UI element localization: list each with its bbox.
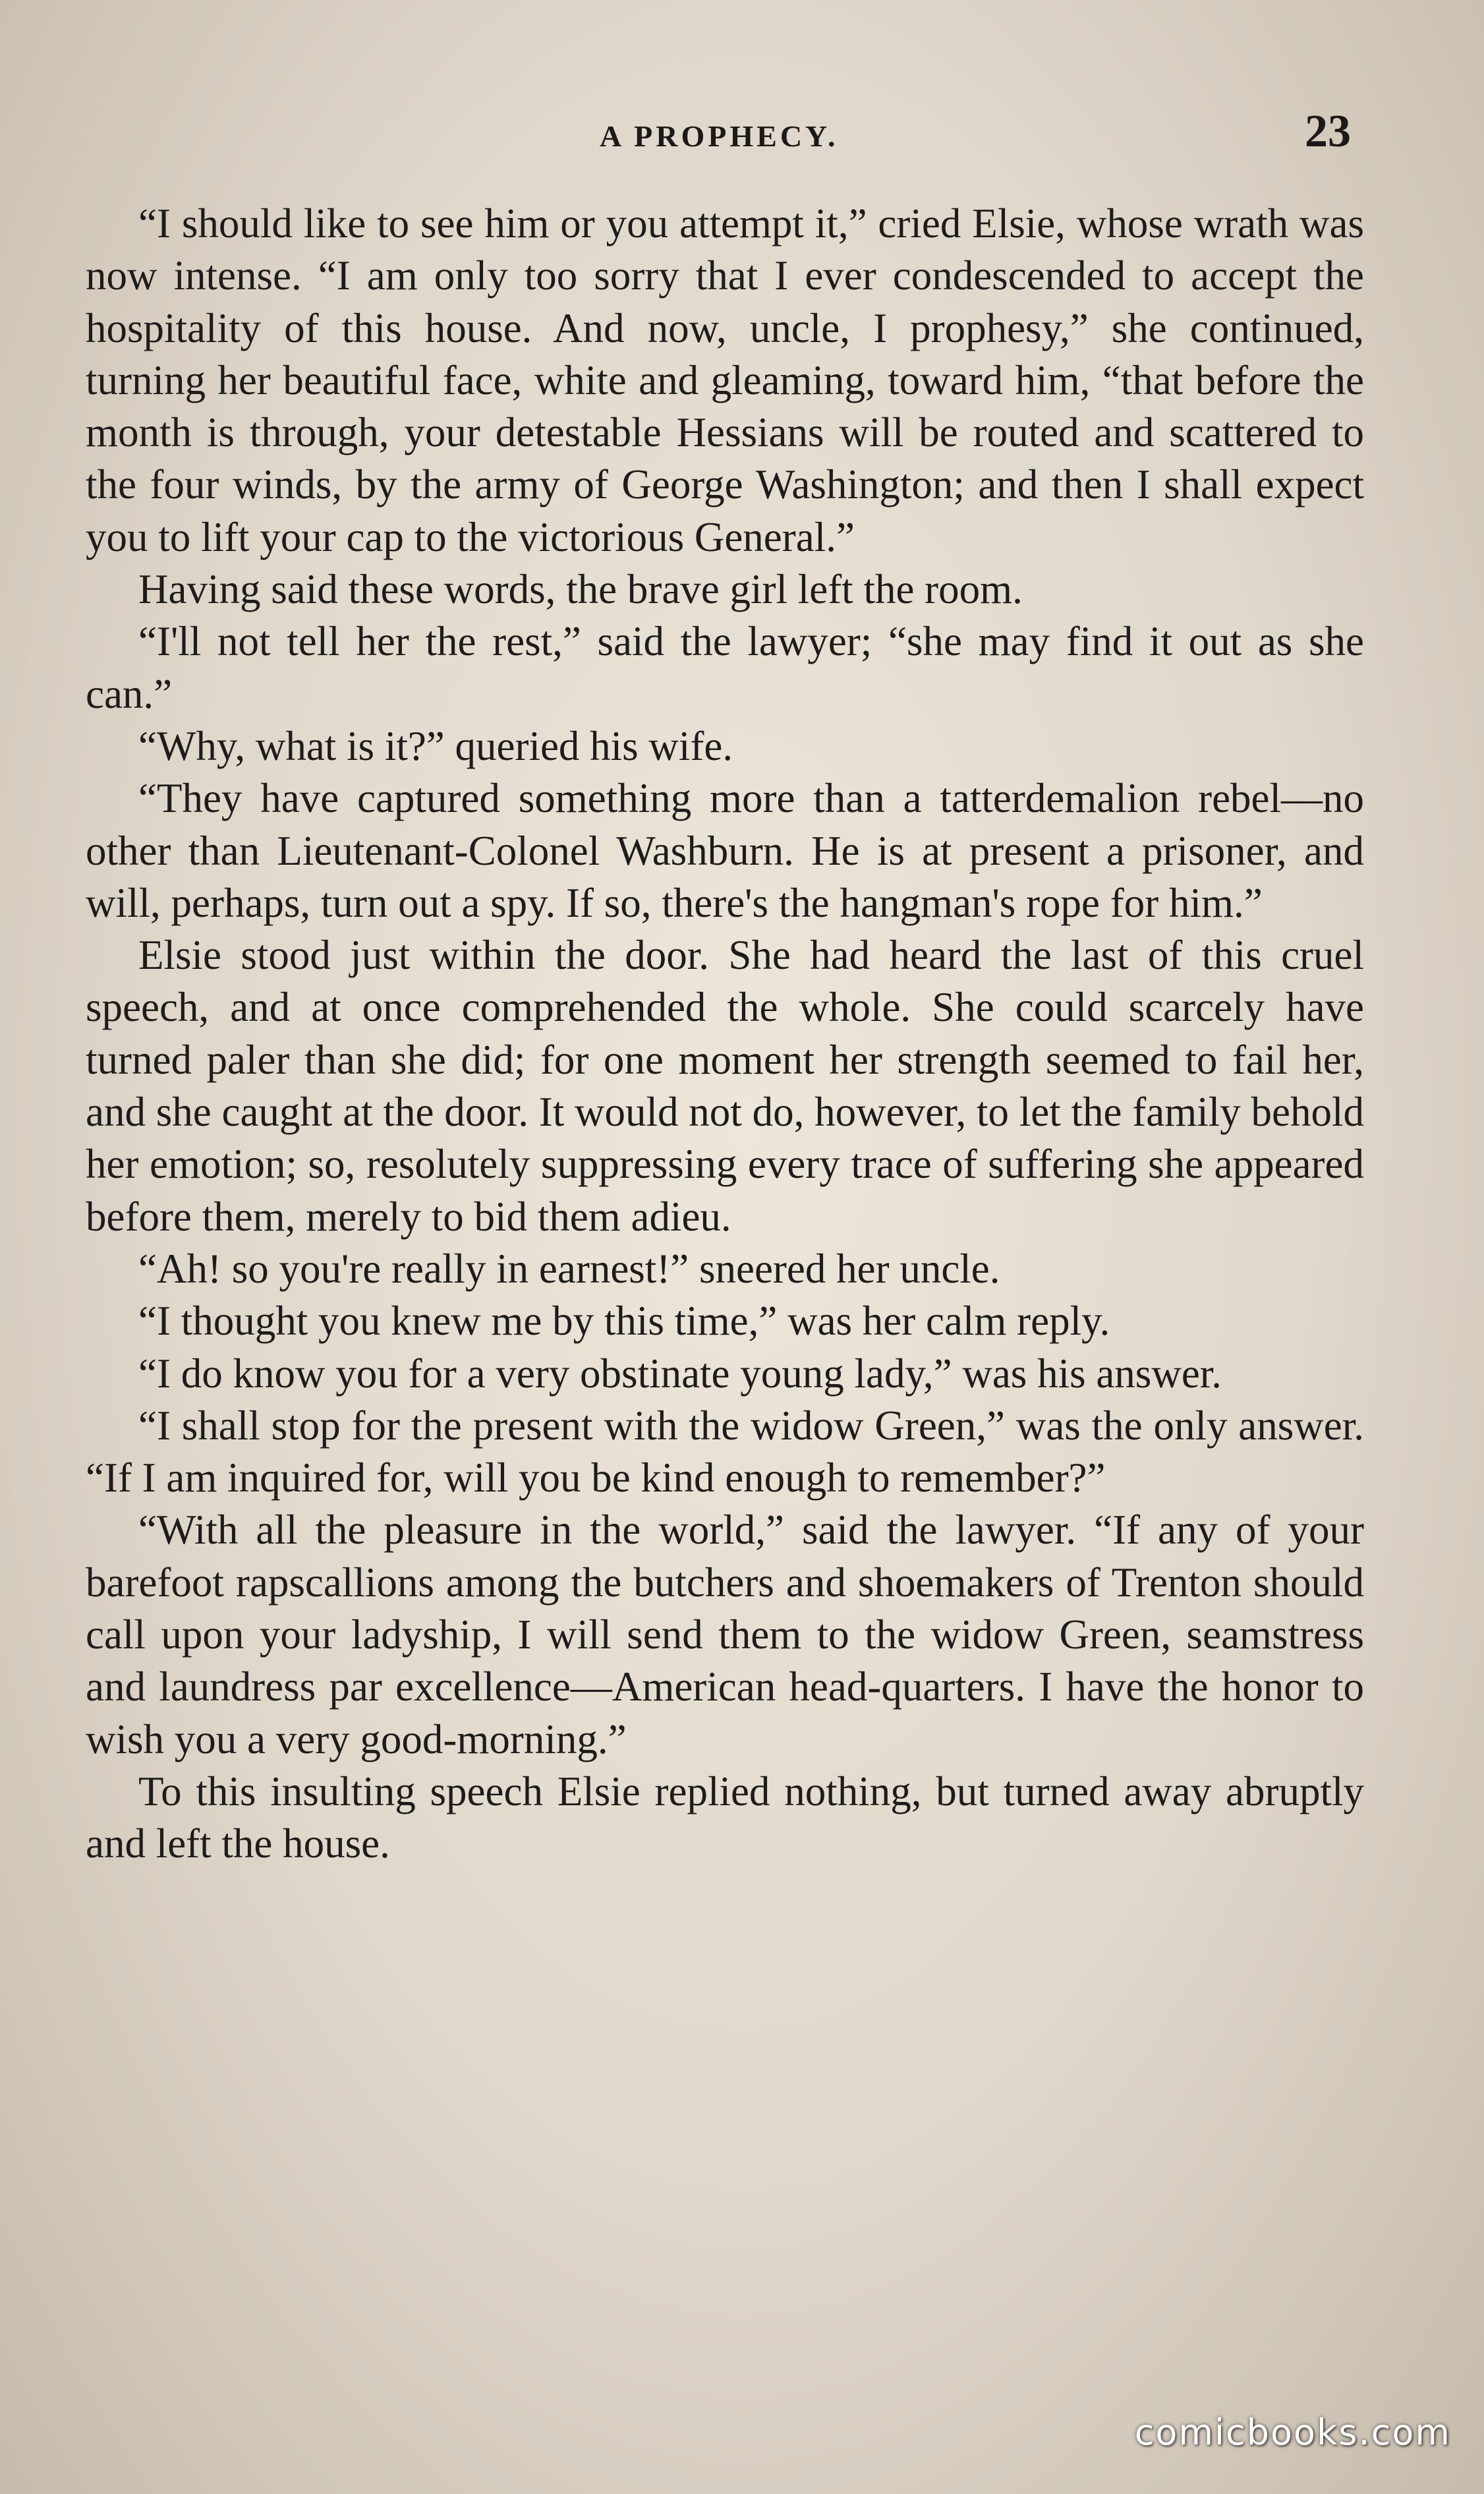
- paragraph: “I should like to see him or you attempt it,” cried Elsie, whose wrath was now intense. “I am only too sorry that I ever condescended to accept the hospitality of this house. And now, uncle, I prophesy,” she continued, turning her beautiful face, white and gleaming, toward him, “that before the month is through, your detestable Hessians will be routed and scattered to the four winds, by the army of George Washington; and then I shall expect you to lift your cap to the victorious General.”: [86, 200, 1364, 560]
- paragraph: “I shall stop for the present with the widow Green,” was the only answer. “If I am inquired for, will you be kind enough to remember?”: [86, 1402, 1364, 1501]
- paragraph: “Ah! so you're really in earnest!” sneered her uncle.: [138, 1245, 1000, 1292]
- body-text: [86, 198, 1364, 1870]
- paragraph: Having said these words, the brave girl left the room.: [138, 566, 1023, 613]
- paragraph: “Why, what is it?” queried his wife.: [138, 722, 733, 769]
- paragraph: “I thought you knew me by this time,” was her calm reply.: [138, 1298, 1110, 1345]
- page-header: [86, 105, 1351, 165]
- paragraph: “They have captured something more than a tatterdemalion rebel—no other than Lieutenant-Colonel Washburn. He is at present a prisoner, and will, perhaps, turn out a spy. If so, there's the hangman's rope for him.”: [86, 775, 1364, 926]
- page-number: 23: [1305, 106, 1351, 157]
- watermark: comicbooks.com: [1134, 2412, 1451, 2453]
- paragraph: Elsie stood just within the door. She had heard the last of this cruel speech, and at once comprehended the whole. She could scarcely have turned paler than she did; for one moment her strength seemed to fail her, and she caught at the door. It would not do, however, to let the family behold her emotion; so, resolutely suppressing every trace of suffering she appeared before them, merely to bid them adieu.: [86, 932, 1364, 1240]
- paragraph: “I'll not tell her the rest,” said the lawyer; “she may find it out as she can.”: [86, 618, 1364, 717]
- paragraph: To this insulting speech Elsie replied nothing, but turned away abruptly and left the house.: [86, 1768, 1364, 1867]
- paragraph: “With all the pleasure in the world,” said the lawyer. “If any of your barefoot rapscallions among the butchers and shoemakers of Trenton should call upon your ladyship, I will send them to the widow Green, seamstress and laundress par excellence—American head-quarters. I have the honor to wish you a very good-morning.”: [86, 1507, 1364, 1762]
- paragraph: “I do know you for a very obstinate young lady,” was his answer.: [138, 1350, 1222, 1397]
- running-head: A PROPHECY.: [600, 119, 839, 153]
